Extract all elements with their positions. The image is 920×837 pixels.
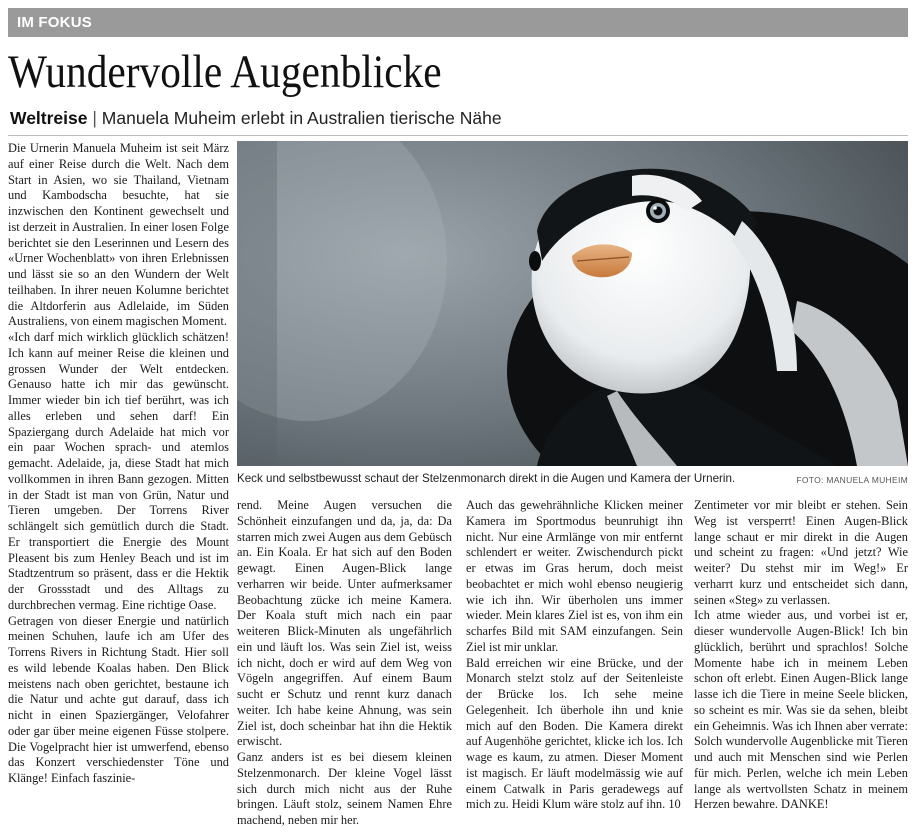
subline [10,107,910,129]
header-rule [8,135,908,136]
headline: Wundervolle Augenblicke [8,46,442,98]
subline-text: Manuela Muheim erlebt in Australien tierische Nähe [101,108,502,128]
paragraph: Bald erreichen wir eine Brücke, und der Monarch stelzt stolz auf der Seitenleiste der Brücke los. Ich sehe meine Gelegenheit. Ich überhole ihn und knie mich auf den Boden. Die Kamera direkt auf Augenhöhe gerichtet, klicke ich los. Ich wage es kaum, zu atmen. Dieser Moment ist magisch. Er läuft modelmässig wie auf einem Catwalk in Paris geradewegs auf mich zu. Heidi Klum wäre stolz auf ihn. 10 [466,655,683,812]
photo-caption: Keck und selbstbewusst schaut der Stelzenmonarch direkt in die Augen und Kamera der Urnerin. [237,472,736,485]
paragraph: Getragen von dieser Energie und natürlich meinen Schuhen, laufe ich am Ufer des Torrens Rivers in Richtung Stadt. Hier soll es wild lebende Koalas haben. Den Blick meistens nach oben gerichtet, bestaune ich die Natur und achte gut darauf, dass ich nicht in einen Spaziergänger, Velofahrer oder gar über meine eigenen Füsse stolpere. Die Vogelpracht hier ist umwerfend, ebenso das Konzert verschiedenster Töne und Klänge! Einfach faszinie- [8,613,229,785]
section-label: IM FOKUS [17,14,92,31]
article-column-2 [237,498,452,831]
paragraph: Ganz anders ist es bei diesem kleinen Stelzenmonarch. Der kleine Vogel lässt sich durch mich nicht aus der Ruhe bringen. Läuft stolz, seinem Namen Ehre machend, neben mir her. [237,750,452,827]
photo-credit: FOTO: MANUELA MUHEIM [796,475,908,485]
article-column-1 [8,141,229,831]
section-bar [8,8,908,37]
article-column-4 [694,498,908,831]
subline-separator: | [92,108,97,128]
paragraph: «Ich darf mich wirklich glücklich schätzen! Ich kann auf meiner Reise die kleinen und grossen Wunder der Welt entdecken. Genauso hatte ich mir das gewünscht. Immer wieder bin ich tief berührt, was ich alles erleben und sehen darf! Ein Spaziergang durch Adelaide hat mich vor ein paar Wochen sprach- und atemlos gemacht. Adelaide, ja, diese Stadt hat mich vollkommen in ihren Bann gezogen. Mitten in der Stadt ist man von Grün, Natur und Tieren umgeben. Der Torrens River schlängelt sich gemütlich durch die Stadt. Er transportiert die Energie des Mount Pleasent bis zum Henley Beach und ist im Stadtzentrum so präsent, dass er die Hektik der Grossstadt und des Alltags zu durchbrechen vermag. Eine richtige Oase. [8,330,229,612]
bird-illustration [237,141,908,466]
subline-kicker: Weltreise [10,108,88,128]
photo-caption-line [237,470,908,490]
paragraph: Ich atme wieder aus, und vorbei ist er, dieser wundervolle Augen-Blick! Ich bin glücklich, berührt und sprachlos! Solche Momente habe ich in meinem Leben schon oft erlebt. Einen Augen-Blick lange lasse ich die Tiere in meine Seele blicken, so scheint es mir. Was sie da sehen, bleibt ein Geheimnis. Was ich Ihnen aber verrate: Solch wundervolle Augenblicke mit Tieren und auch mit Menschen sind wie Perlen für mich. Perlen, welche ich mein Leben lange als wertvollsten Schatz in meinem Herzen bewahre. DANKE! [694,608,908,812]
paragraph: Auch das gewehrähnliche Klicken meiner Kamera im Sportmodus beunruhigt ihn nicht. Nur eine Armlänge von mir entfernt schlendert er weiter. Zwischendurch pickt er etwas im Gras herum, doch meist beobachtet er mich wohl ebenso neugierig wie ich ihn. Wir überholen uns immer wieder. Mein klares Ziel ist es, von ihm ein scharfes Bild mit SAM einzufangen. Sein Ziel ist mir unklar. [466,498,683,654]
paragraph: rend. Meine Augen versuchen die Schönheit einzufangen und da, ja, da: Da starren mich zwei Augen aus dem Gebüsch an. Ein Koala. Er hat sich auf den Boden gewagt. Einen Augen-Blick lange verharren wir beide. Unter aufmerksamer Beobachtung zücke ich meine Kamera. Der Koala stuft mich nach ein paar weiteren Blick-Minuten als ungefährlich ein und läuft los. Was sein Ziel ist, weiss ich nicht, doch er wird auf dem Weg von Vögeln angegriffen. Auf einem Baum sucht er Schutz und rennt kurz danach weiter. Ich habe keine Ahnung, was sein Ziel ist, doch scheinbar hat ihn die Hektik erwischt. [237,498,452,749]
paragraph: Die Urnerin Manuela Muheim ist seit März auf einer Reise durch die Welt. Nach dem Start in Asien, wo sie Thailand, Vietnam und Kambodscha besuchte, hat sie inzwischen den Kontinent gewechselt und ist derzeit in Australien. In einer losen Folge berichtet sie den Leserinnen und Lesern des «Urner Wochenblatt» von ihren Erlebnissen und lässt sie so an den Wundern der Welt teilhaben. In ihrer neuen Kolumne berichtet die Altdorferin aus Adlelaide, im Süden Australiens, von einem magischen Moment. [8,141,229,329]
paragraph: Zentimeter vor mir bleibt er stehen. Sein Weg ist versperrt! Einen Augen-Blick lange schaut er mir direkt in die Augen und scheint zu fragen: «Und jetzt? Wie weiter? Du stehst mir im Weg!» Er verharrt kurz und entscheidet sich dann, seinen «Steg» zu verlassen. [694,498,908,607]
article-column-3 [466,498,683,831]
magpie-lark-photo [237,141,908,466]
